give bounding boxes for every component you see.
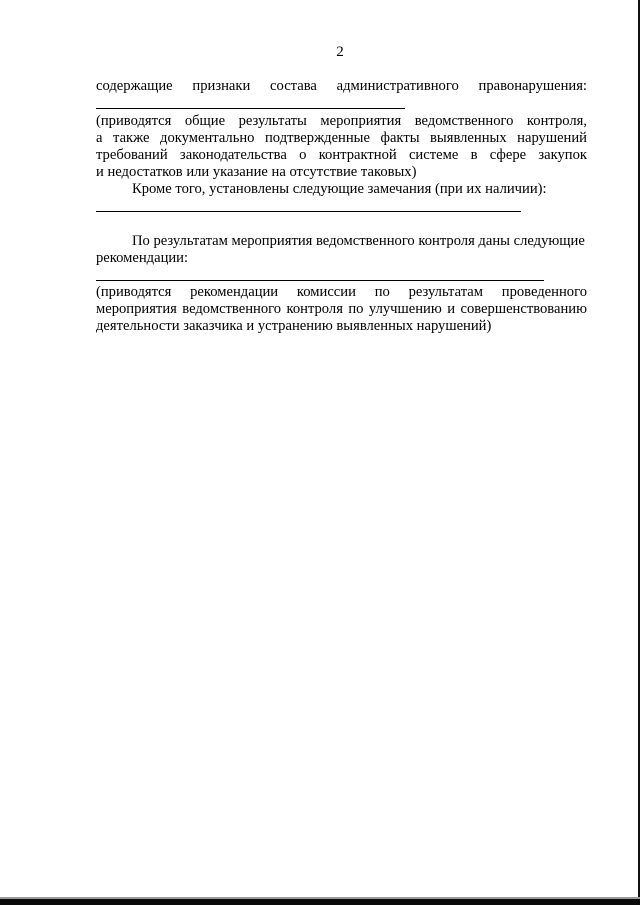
scan-edge-bottom: [0, 899, 640, 905]
text-line: содержащие признаки состава административного правонарушения:: [96, 78, 587, 94]
text-line: (приводятся общие результаты мероприятия ведомственного контроля,: [96, 113, 587, 129]
fill-in-line: [96, 280, 544, 281]
text-line: и недостатков или указание на отсутствие таковых): [96, 164, 417, 180]
text-line: а также документально подтвержденные факты выявленных нарушений: [96, 130, 587, 146]
page-number: 2: [336, 44, 344, 60]
fill-in-line: [96, 211, 521, 212]
text-line: мероприятия ведомственного контроля по улучшению и совершенствованию: [96, 301, 587, 317]
fill-in-line: [96, 108, 405, 109]
text-line: требований законодательства о контрактной системе в сфере закупок: [96, 147, 587, 163]
text-line: (приводятся рекомендации комиссии по результатам проведенного: [96, 284, 587, 300]
text-line: рекомендации:: [96, 250, 189, 266]
text-line: Кроме того, установлены следующие замечания (при их наличии):: [132, 181, 547, 197]
text-line: деятельности заказчика и устранению выявленных нарушений): [96, 318, 492, 334]
text-line: По результатам мероприятия ведомственного контроля даны следующие: [132, 233, 585, 249]
